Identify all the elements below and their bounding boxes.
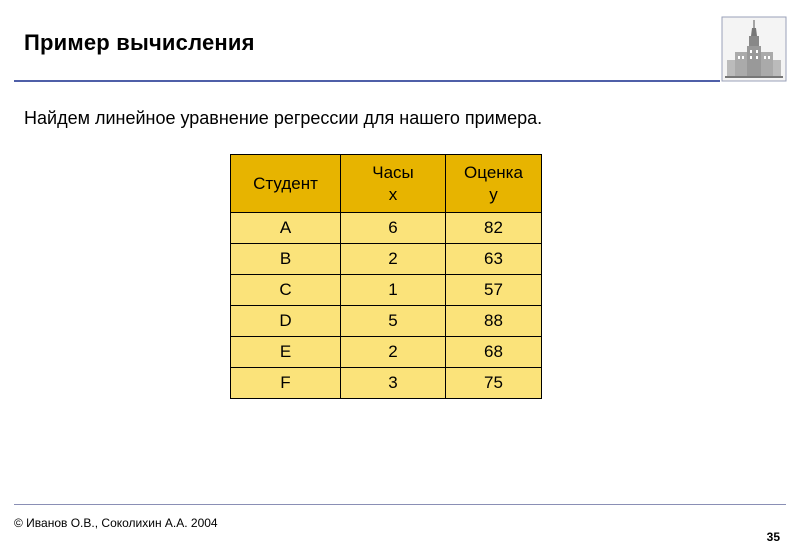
footer-divider	[14, 504, 786, 505]
table-cell-hours: 2	[341, 337, 446, 368]
table-cell-grade: 68	[446, 337, 542, 368]
table-cell-hours: 2	[341, 244, 446, 275]
column-header-grade	[446, 155, 542, 213]
data-table	[230, 154, 542, 399]
table-cell-grade: 75	[446, 368, 542, 399]
table-cell-hours: 1	[341, 275, 446, 306]
column-header-label: Студент	[253, 173, 318, 193]
table-row	[231, 306, 542, 337]
table-cell-student: C	[231, 275, 341, 306]
column-header-variable: x	[388, 184, 398, 204]
table-row	[231, 213, 542, 244]
table-cell-grade: 57	[446, 275, 542, 306]
table-cell-student: D	[231, 306, 341, 337]
column-header-student	[231, 155, 341, 213]
table-cell-grade: 63	[446, 244, 542, 275]
table-header-row	[231, 155, 542, 213]
table-row	[231, 275, 542, 306]
table-cell-student: B	[231, 244, 341, 275]
footer-copyright: © Иванов О.В., Соколихин А.А. 2004	[14, 516, 218, 530]
table-cell-hours: 5	[341, 306, 446, 337]
table-cell-grade: 82	[446, 213, 542, 244]
column-header-label: Часы	[372, 162, 414, 182]
table-cell-student: F	[231, 368, 341, 399]
table-row	[231, 368, 542, 399]
university-building-icon	[721, 16, 787, 82]
column-header-label: Оценка	[464, 162, 523, 182]
title-divider	[14, 80, 720, 82]
table-cell-hours: 6	[341, 213, 446, 244]
column-header-variable: y	[489, 184, 498, 204]
intro-text: Найдем линейное уравнение регрессии для нашего примера.	[24, 108, 543, 128]
slide-title: Пример вычисления	[24, 30, 255, 55]
column-header-hours	[341, 155, 446, 213]
table-cell-hours: 3	[341, 368, 446, 399]
table-cell-grade: 88	[446, 306, 542, 337]
table-cell-student: A	[231, 213, 341, 244]
table-row	[231, 337, 542, 368]
table-row	[231, 244, 542, 275]
page-number: 35	[766, 530, 780, 544]
table-cell-student: E	[231, 337, 341, 368]
